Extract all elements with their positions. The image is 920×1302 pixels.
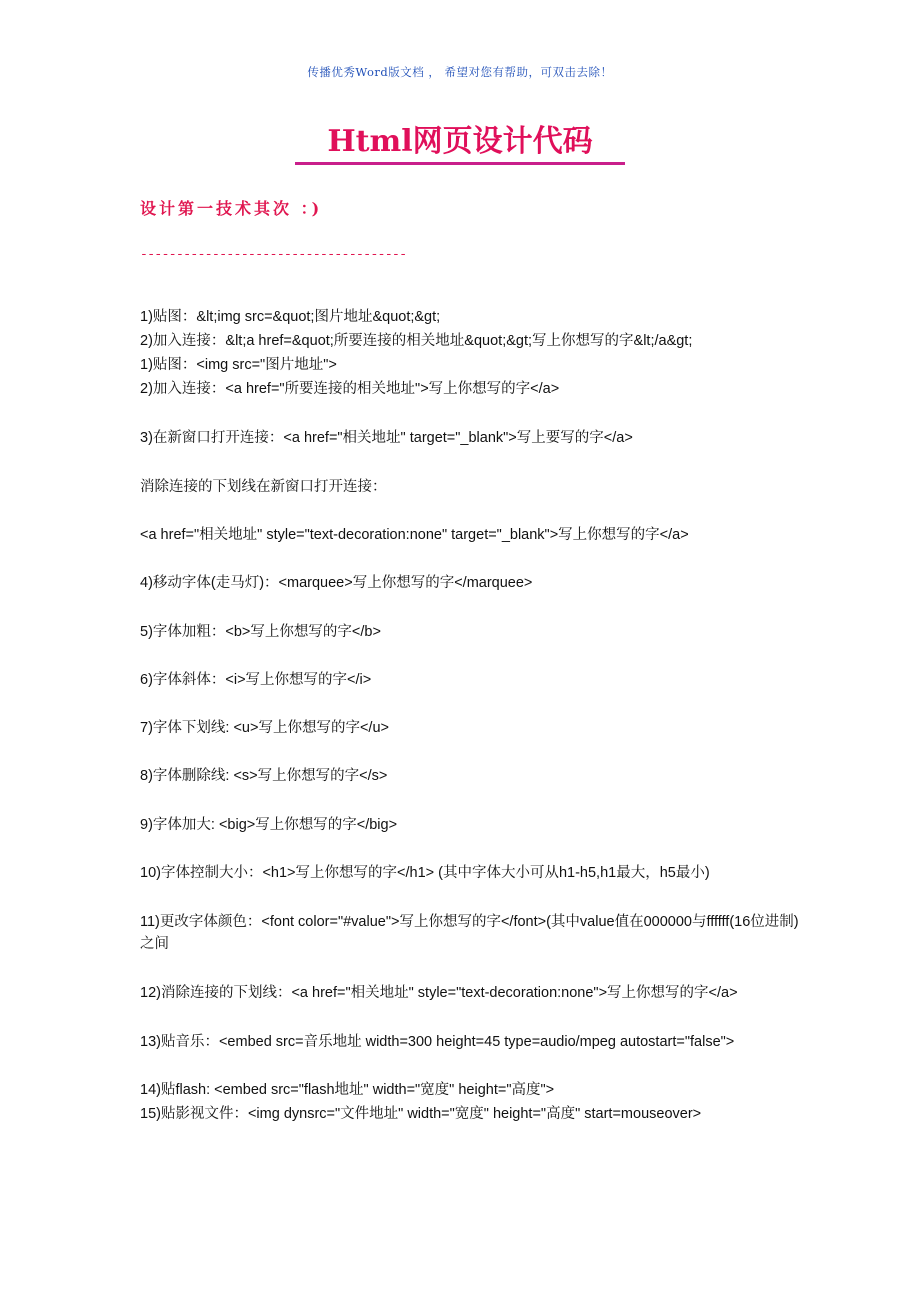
code-line: 5)字体加粗：<b>写上你想写的字</b> bbox=[140, 624, 381, 640]
code-line: 15)贴影视文件：<img dynsrc="文件地址" width="宽度" height="高度" start=mouseover> bbox=[140, 1106, 702, 1122]
code-line: 1)贴图：&lt;img src=&quot;图片地址&quot;&gt; bbox=[140, 309, 441, 325]
code-line: <a href="相关地址" style="text-decoration:none" target="_blank">写上你想写的字</a> bbox=[140, 527, 689, 543]
code-line: 消除连接的下划线在新窗口打开连接： bbox=[140, 479, 387, 495]
code-line: 9)字体加大: <big>写上你想写的字</big> bbox=[140, 817, 398, 833]
code-line: 14)贴flash: <embed src="flash地址" width="宽度" height="高度"> bbox=[140, 1082, 555, 1098]
header-note: 传播优秀Word版文档 ， 希望对您有帮助，可双击去除！ bbox=[307, 65, 613, 79]
code-line: 11)更改字体颜色：<font color="#value">写上你想写的字</font>(其中value值在000000与ffffff(16位进制)之间 bbox=[140, 914, 799, 952]
code-line: 12)消除连接的下划线：<a href="相关地址" style="text-decoration:none">写上你想写的字</a> bbox=[140, 985, 738, 1001]
code-line: 1)贴图：<img src="图片地址"> bbox=[140, 357, 337, 373]
code-line: 13)贴音乐：<embed src=音乐地址 width=300 height=45 type=audio/mpeg autostart="false"> bbox=[140, 1034, 735, 1050]
code-line: 3)在新窗口打开连接：<a href="相关地址" target="_blank">写上要写的字</a> bbox=[140, 430, 633, 446]
code-line: 10)字体控制大小：<h1>写上你想写的字</h1> (其中字体大小可从h1-h5,h1最大，h5最小) bbox=[140, 865, 710, 881]
code-line: 4)移动字体(走马灯)：<marquee>写上你想写的字</marquee> bbox=[140, 575, 533, 591]
page-title: Html网页设计代码 bbox=[295, 124, 624, 165]
code-line: 2)加入连接：<a href="所要连接的相关地址">写上你想写的字</a> bbox=[140, 381, 560, 397]
dashed-divider: ------------------------------------- bbox=[140, 247, 407, 262]
code-line: 6)字体斜体：<i>写上你想写的字</i> bbox=[140, 672, 372, 688]
code-line: 2)加入连接：&lt;a href=&quot;所要连接的相关地址&quot;&gt;写上你想写的字&lt;/a&gt; bbox=[140, 333, 693, 349]
code-line: 8)字体删除线: <s>写上你想写的字</s> bbox=[140, 768, 388, 784]
title-container bbox=[0, 124, 920, 165]
subtitle: 设计第一技术其次 ：) bbox=[140, 199, 323, 218]
code-line: 7)字体下划线: <u>写上你想写的字</u> bbox=[140, 720, 389, 736]
